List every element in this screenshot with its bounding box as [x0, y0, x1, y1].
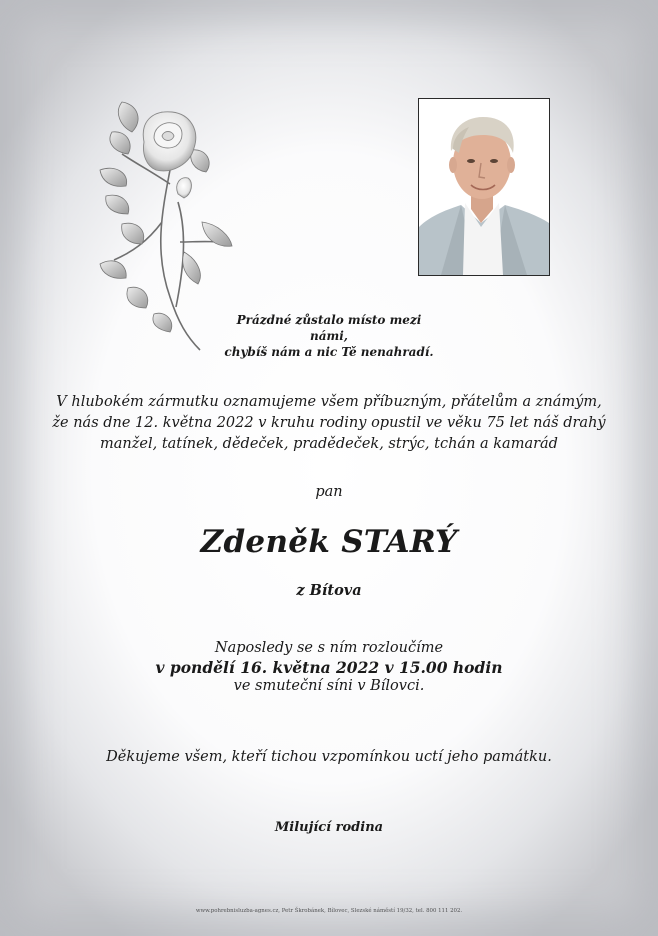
funeral-details — [0, 639, 658, 696]
signature: Milující rodina — [274, 820, 384, 835]
announcement-line: V hlubokém zármutku oznamujeme všem příbuzným, přátelům a známým, — [56, 394, 602, 410]
verse-line: Prázdné zůstalo místo mezi námi, — [236, 313, 422, 343]
deceased-origin: z Bítova — [296, 582, 362, 599]
honorific: pan — [315, 484, 343, 500]
funeral-service-footer: www.pohrebnisluzba-agnes.cz, Petr Škrobánek, Bílovec, Slezské náměstí 19/32, tel. 800 111 202. — [195, 908, 463, 914]
funeral-intro: Naposledy se s ním rozloučíme — [214, 640, 444, 656]
deceased-name: Zdeněk STARÝ — [200, 524, 458, 560]
rose-icon — [92, 92, 242, 354]
announcement-line: že nás dne 12. května 2022 v kruhu rodiny opustil ve věku 75 let náš drahý — [52, 415, 606, 431]
portrait-photo — [418, 98, 550, 276]
thanks-line: Děkujeme všem, kteří tichou vzpomínkou uctí jeho památku. — [106, 749, 552, 765]
funeral-location: ve smuteční síni v Bílovci. — [233, 678, 425, 694]
funeral-datetime: v pondělí 16. května 2022 v 15.00 hodin — [155, 658, 503, 677]
death-announcement — [0, 392, 658, 455]
verse-line: chybíš nám a nic Tě nenahradí. — [224, 345, 434, 359]
announcement-line: manžel, tatínek, dědeček, pradědeček, strýc, tchán a kamarád — [100, 436, 558, 452]
memorial-verse — [224, 312, 434, 360]
